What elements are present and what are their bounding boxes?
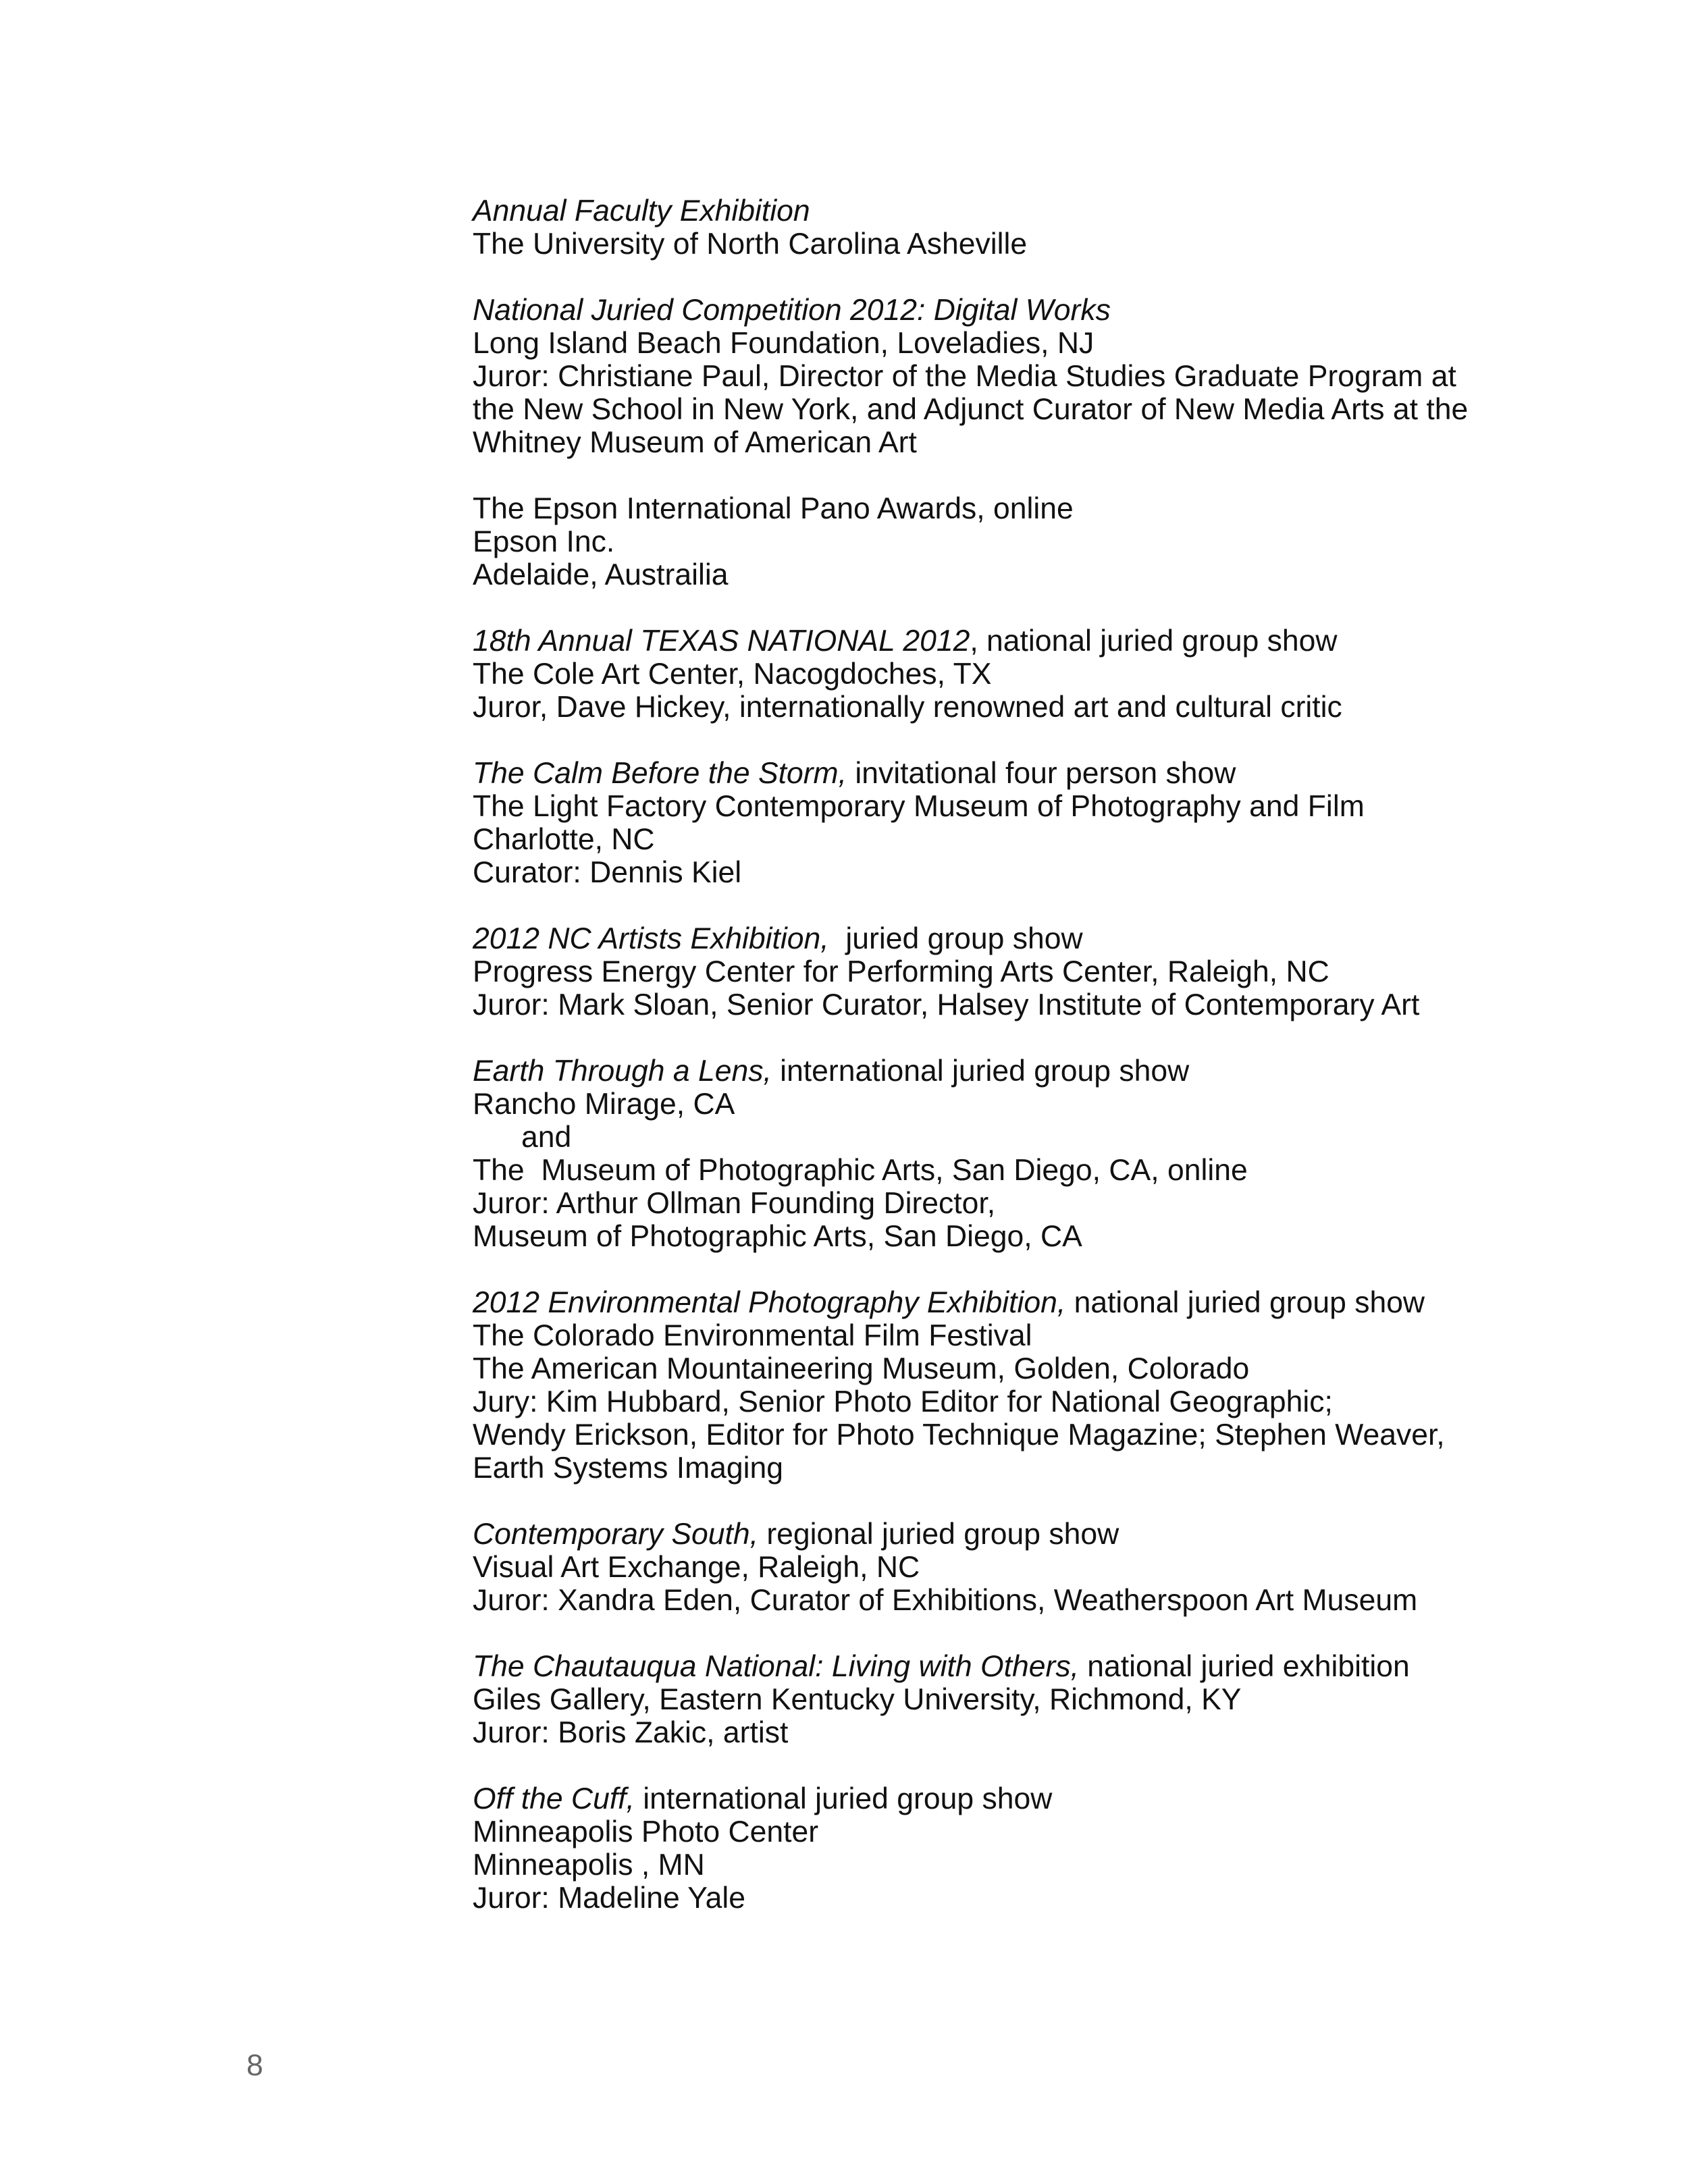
entry-detail: Curator: Dennis Kiel — [473, 856, 742, 889]
entry-detail: The Light Factory Contemporary Museum of Photography and Film — [473, 790, 1365, 823]
entry-title-line — [473, 1782, 1526, 1815]
entry-detail: Visual Art Exchange, Raleigh, NC — [473, 1551, 920, 1584]
entry-title: The Calm Before the Storm, — [473, 757, 847, 790]
exhibition-entry — [473, 1782, 1526, 1915]
entry-detail: Jury: Kim Hubbard, Senior Photo Editor for National Geographic; — [473, 1385, 1333, 1418]
entry-title: The Chautauqua National: Living with Others, — [473, 1650, 1079, 1683]
entry-detail: The Museum of Photographic Arts, San Diego, CA, online — [473, 1154, 1248, 1187]
entry-title-line — [473, 194, 1526, 228]
entry-title: Earth Through a Lens, — [473, 1055, 772, 1088]
entry-detail: Rancho Mirage, CA — [473, 1088, 735, 1121]
page-number: 8 — [246, 2049, 263, 2082]
entry-detail: Museum of Photographic Arts, San Diego, CA — [473, 1220, 1082, 1253]
entry-title-suffix: international juried group show — [771, 1055, 1190, 1088]
entry-title-line — [473, 624, 1526, 658]
entry-detail: Juror: Boris Zakic, artist — [473, 1716, 789, 1749]
entry-detail: Juror: Madeline Yale — [473, 1882, 746, 1915]
exhibition-entry — [473, 757, 1526, 889]
exhibition-entry — [473, 294, 1526, 459]
entry-detail: Juror: Xandra Eden, Curator of Exhibitions, Weatherspoon Art Museum — [473, 1584, 1418, 1617]
exhibition-entry — [473, 1055, 1526, 1253]
entry-title-suffix: international juried group show — [634, 1782, 1053, 1815]
exhibition-entry — [473, 922, 1526, 1021]
entry-detail: and — [521, 1121, 572, 1154]
entry-detail: Adelaide, Austrailia — [473, 558, 729, 591]
entry-detail: Juror: Christiane Paul, Director of the Media Studies Graduate Program at — [473, 360, 1456, 393]
exhibition-entry — [473, 1286, 1526, 1485]
entry-title: 2012 NC Artists Exhibition, — [473, 922, 829, 955]
entry-detail: The American Mountaineering Museum, Golden, Colorado — [473, 1352, 1250, 1385]
entry-detail: Epson Inc. — [473, 525, 615, 558]
exhibition-entry — [473, 492, 1526, 591]
entry-detail: the New School in New York, and Adjunct Curator of New Media Arts at the — [473, 393, 1469, 426]
entry-detail: Giles Gallery, Eastern Kentucky University, Richmond, KY — [473, 1683, 1242, 1716]
exhibition-list — [473, 194, 1526, 1948]
entry-title: Off the Cuff, — [473, 1782, 635, 1815]
exhibition-entry — [473, 1650, 1526, 1749]
entry-title-line — [473, 757, 1526, 790]
entry-title-suffix: The Epson International Pano Awards, online — [473, 492, 1074, 525]
entry-detail: Charlotte, NC — [473, 823, 655, 856]
entry-title-suffix: , national juried group show — [970, 624, 1338, 658]
entry-title-suffix: invitational four person show — [847, 757, 1236, 790]
entry-detail: The Cole Art Center, Nacogdoches, TX — [473, 658, 992, 691]
entry-detail: Juror: Arthur Ollman Founding Director, — [473, 1187, 996, 1220]
entry-title-suffix: regional juried group show — [758, 1518, 1119, 1551]
entry-detail: The University of North Carolina Asheville — [473, 228, 1028, 261]
exhibition-entry — [473, 194, 1526, 261]
entry-title-line — [473, 1286, 1526, 1319]
entry-detail: Long Island Beach Foundation, Loveladies, NJ — [473, 327, 1094, 360]
entry-title-line — [473, 1518, 1526, 1551]
entry-title: National Juried Competition 2012: Digital Works — [473, 294, 1111, 327]
entry-title: Contemporary South, — [473, 1518, 758, 1551]
entry-detail: Juror: Mark Sloan, Senior Curator, Halsey Institute of Contemporary Art — [473, 988, 1420, 1021]
entry-detail: Earth Systems Imaging — [473, 1451, 784, 1485]
entry-title-line — [473, 922, 1526, 955]
entry-title-suffix: national juried exhibition — [1078, 1650, 1410, 1683]
entry-title-suffix: national juried group show — [1065, 1286, 1425, 1319]
entry-title-line — [473, 294, 1526, 327]
exhibition-entry — [473, 624, 1526, 724]
entry-detail: Minneapolis , MN — [473, 1848, 705, 1882]
entry-title-line — [473, 1055, 1526, 1088]
entry-detail: Minneapolis Photo Center — [473, 1815, 819, 1848]
entry-title-line — [473, 492, 1526, 525]
entry-title-suffix: juried group show — [828, 922, 1083, 955]
exhibition-entry — [473, 1518, 1526, 1617]
entry-detail: Juror, Dave Hickey, internationally renowned art and cultural critic — [473, 691, 1342, 724]
entry-detail: Whitney Museum of American Art — [473, 426, 917, 459]
entry-detail: The Colorado Environmental Film Festival — [473, 1319, 1032, 1352]
entry-title-line — [473, 1650, 1526, 1683]
entry-title: 2012 Environmental Photography Exhibition, — [473, 1286, 1066, 1319]
entry-detail: Progress Energy Center for Performing Arts Center, Raleigh, NC — [473, 955, 1329, 988]
entry-detail: Wendy Erickson, Editor for Photo Technique Magazine; Stephen Weaver, — [473, 1418, 1445, 1451]
entry-title: 18th Annual TEXAS NATIONAL 2012 — [473, 624, 970, 658]
entry-title: Annual Faculty Exhibition — [473, 194, 810, 228]
